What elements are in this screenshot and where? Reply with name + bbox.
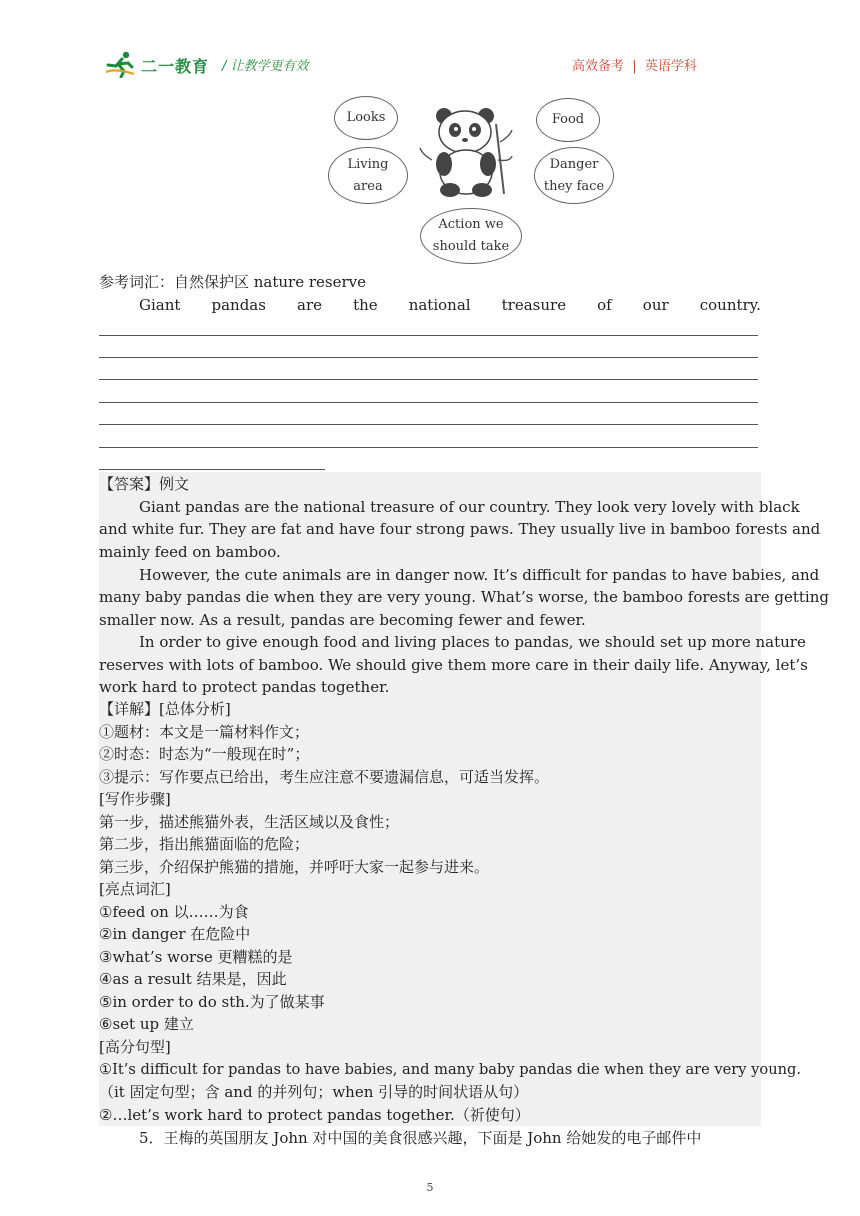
opening-word: treasure [501, 296, 567, 314]
analysis-line: [亮点词汇] [99, 880, 171, 898]
answer-title: 【答案】例文 [99, 475, 190, 493]
analysis-line: ①题材：本文是一篇材料作文； [99, 723, 310, 741]
answer-line: mainly feed on bamboo. [99, 543, 281, 561]
answer-line: work hard to protect pandas together. [99, 678, 390, 696]
writing-line-short [99, 469, 325, 470]
logo-text: 二一教育 [141, 57, 210, 76]
analysis-line: ③提示：写作要点已给出，考生应注意不要遗漏信息，可适当发挥。 [99, 768, 550, 786]
opening-word: our [642, 296, 669, 314]
runner-logo-icon [104, 50, 138, 78]
analysis-line: [高分句型] [99, 1038, 171, 1056]
writing-line [99, 357, 758, 358]
panda-mind-map [320, 92, 620, 267]
answer-line: In order to give enough food and living places to pandas, we should set up more nature [139, 633, 806, 651]
bubble-living-line1: Living [347, 156, 389, 172]
answer-line: many baby pandas die when they are very young. What’s worse, the bamboo forests are getting [99, 588, 829, 606]
analysis-line: 第三步，介绍保护熊猫的措施，并呼吁大家一起参与进来。 [99, 858, 490, 876]
opening-word: national [408, 296, 471, 314]
analysis-line: ②时态：时态为“一般现在时”； [99, 745, 310, 763]
analysis-line: ⑥set up 建立 [99, 1015, 194, 1033]
opening-word: are [297, 296, 322, 314]
analysis-line: 第一步，描述熊猫外表，生活区域以及食性； [99, 813, 400, 831]
bubble-danger-line2: they face [543, 178, 605, 194]
analysis-line: ①It’s difficult for pandas to have babies, and many baby pandas die when they are very young. [99, 1061, 801, 1078]
bubble-action [420, 208, 522, 264]
bubble-food [536, 98, 600, 142]
header-slogan: / 让教学更有效 [222, 59, 309, 74]
bubble-action-line2: should take [432, 239, 510, 254]
analysis-line: [写作步骤] [99, 790, 171, 808]
panda-icon [418, 102, 514, 200]
next-question: 5．王梅的英国朋友 John 对中国的美食很感兴趣，下面是 John 给她发的电子邮件中 [139, 1129, 702, 1147]
header-subject: 高效备考 | 英语学科 [572, 59, 697, 74]
analysis-line: ⑤in order to do sth.为了做某事 [99, 993, 325, 1011]
bubble-danger-line1: Danger [549, 156, 599, 172]
analysis-line: ③what’s worse 更糟糕的是 [99, 948, 293, 966]
vocab-hint: 参考词汇：自然保护区 nature reserve [99, 273, 367, 291]
answer-line: reserves with lots of bamboo. We should give them more care in their daily life. Anyway, let’s [99, 656, 808, 674]
bubble-looks [334, 96, 398, 140]
opening-sentence [99, 294, 801, 316]
answer-line: However, the cute animals are in danger now. It’s difficult for pandas to have babies, and [139, 566, 820, 584]
analysis-line: ①feed on 以……为食 [99, 903, 249, 921]
analysis-line: （it 固定句型；含 and 的并列句；when 引导的时间状语从句） [99, 1083, 529, 1101]
analysis-line: ②…let’s work hard to protect pandas together.（祈使句） [99, 1106, 530, 1124]
bubble-living-line2: area [353, 178, 383, 194]
opening-word: country. [699, 296, 761, 314]
analysis-line: ②in danger 在危险中 [99, 925, 251, 943]
writing-line [99, 379, 758, 380]
opening-word: of [597, 296, 612, 314]
page-header [0, 0, 860, 90]
bubble-food-label: Food [551, 112, 585, 127]
answer-line: smaller now. As a result, pandas are becoming fewer and fewer. [99, 611, 586, 629]
answer-line: Giant pandas are the national treasure of our country. They look very lovely with black [139, 498, 800, 516]
analysis-line: 【详解】[总体分析] [99, 700, 231, 718]
bubble-looks-label: Looks [346, 110, 386, 125]
writing-line [99, 447, 758, 448]
writing-line [99, 402, 758, 403]
bubble-living-area [328, 147, 408, 204]
analysis-line: 第二步，指出熊猫面临的危险； [99, 835, 310, 853]
analysis-line: ④as a result 结果是，因此 [99, 970, 287, 988]
writing-line [99, 335, 758, 336]
opening-word: the [353, 296, 378, 314]
answer-line: and white fur. They are fat and have four strong paws. They usually live in bamboo forests and [99, 520, 821, 538]
opening-word: Giant [139, 296, 181, 314]
bubble-action-line1: Action we [438, 217, 504, 232]
page-number: 5 [426, 1181, 434, 1194]
bubble-danger [534, 147, 614, 204]
opening-word: pandas [211, 296, 266, 314]
writing-line [99, 424, 758, 425]
